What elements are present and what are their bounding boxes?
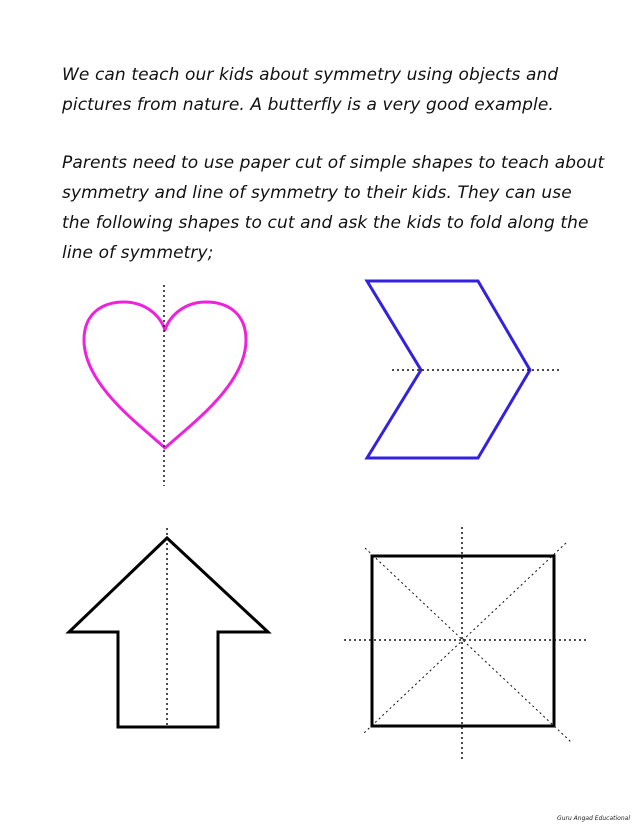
footer-credit: Guru Angad Educational <box>557 815 630 822</box>
chevron-shape <box>367 281 560 458</box>
heart-outline <box>84 302 246 448</box>
square-shape <box>344 527 588 760</box>
square-outline <box>372 556 554 726</box>
instructions-paragraph: Parents need to use paper cut of simple shapes to teach about symmetry and line of symmetry to their kids. They can use the following shapes to cut and ask the kids to fold along the line of symmetry; <box>62 153 605 263</box>
intro-paragraph: We can teach our kids about symmetry using objects and pictures from nature. A butterfly is a very good example. <box>62 65 559 115</box>
arrow-outline <box>69 538 268 727</box>
square-diagonal-symmetry-line-2 <box>364 543 566 733</box>
heart-shape <box>84 285 246 486</box>
square-diagonal-symmetry-line-1 <box>365 548 571 742</box>
arrow-shape <box>69 528 268 728</box>
